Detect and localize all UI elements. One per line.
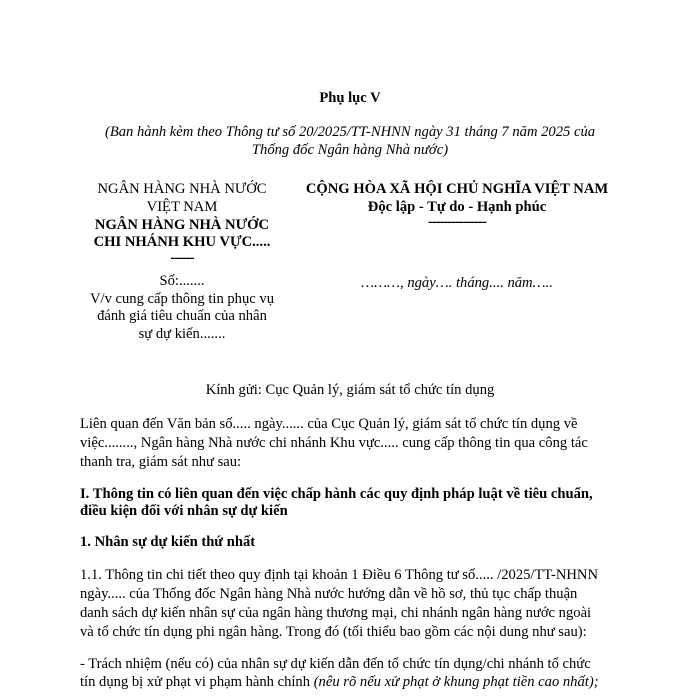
issuer-branch-line2: CHI NHÁNH KHU VỰC..... <box>93 234 271 250</box>
item-1-1-line3: danh sách dự kiến nhân sự của ngân hàng thương mại, chi nhánh ngân hàng nước ngoài <box>80 605 592 621</box>
item-1-1-line4: và tổ chức tín dụng phi ngân hàng. Trong đó (tối thiểu bao gồm các nội dung như sau): <box>80 624 587 640</box>
place-date: ………, ngày…. tháng.... năm….. <box>361 275 553 291</box>
intro-line3: thanh tra, giám sát như sau: <box>80 454 242 470</box>
intro-line2: việc........, Ngân hàng Nhà nước chi nhánh Khu vực..... cung cấp thông tin qua công tác <box>80 435 588 451</box>
intro-line1: Liên quan đến Văn bản số..... ngày...... của Cục Quản lý, giám sát tổ chức tín dụng về <box>80 416 578 432</box>
subject-line3: sự dự kiến....... <box>138 326 226 342</box>
subject-line1: V/v cung cấp thông tin phục vụ <box>89 291 274 307</box>
item-1-1-line2: ngày..... của Thống đốc Ngân hàng Nhà nước hướng dẫn về hồ sơ, thủ tục chấp thuận <box>80 586 578 602</box>
document-number: Số:....... <box>159 273 205 289</box>
bullet-line2-text: tín dụng bị xử phạt vi phạm hành chính <box>80 674 314 690</box>
issuer-branch-line1: NGÂN HÀNG NHÀ NƯỚC <box>94 217 270 233</box>
item-1-1-line1: 1.1. Thông tin chi tiết theo quy định tại khoản 1 Điều 6 Thông tư số..... /2025/TT-NHNN <box>80 567 598 583</box>
national-title: CỘNG HÒA XÃ HỘI CHỦ NGHĨA VIỆT NAM <box>305 181 609 197</box>
issuer-name-line2: VIỆT NAM <box>146 199 218 215</box>
subject-line2: đánh giá tiêu chuẩn của nhân <box>97 308 267 324</box>
bullet-line1: - Trách nhiệm (nếu có) của nhân sự dự kiến dẫn đến tổ chức tín dụng/chi nhánh tổ chức <box>80 656 591 672</box>
section-heading-line2: điều kiện đối với nhân sự dự kiến <box>80 503 288 519</box>
bullet-line2-note: (nêu rõ nếu xử phạt ở khung phạt tiền cao nhất); <box>313 674 599 690</box>
national-motto: Độc lập - Tự do - Hạnh phúc <box>367 199 547 215</box>
issuer-name-line1: NGÂN HÀNG NHÀ NƯỚC <box>97 181 267 197</box>
appendix-subtitle-line2: Thống đốc Ngân hàng Nhà nước) <box>251 142 449 158</box>
subsection-heading: 1. Nhân sự dự kiến thứ nhất <box>80 534 256 550</box>
issuer-rule: ------ <box>170 250 194 266</box>
appendix-title: Phụ lục V <box>319 90 381 106</box>
bullet-line2 <box>80 673 640 692</box>
appendix-subtitle-line1: (Ban hành kèm theo Thông tư số 20/2025/TT-NHNN ngày 31 tháng 7 năm 2025 của <box>104 124 596 140</box>
national-rule: --------------- <box>428 214 486 230</box>
recipient-line: Kính gửi: Cục Quản lý, giám sát tổ chức tín dụng <box>205 382 495 398</box>
section-heading-line1: I. Thông tin có liên quan đến việc chấp hành các quy định pháp luật về tiêu chuẩn, <box>80 486 593 502</box>
